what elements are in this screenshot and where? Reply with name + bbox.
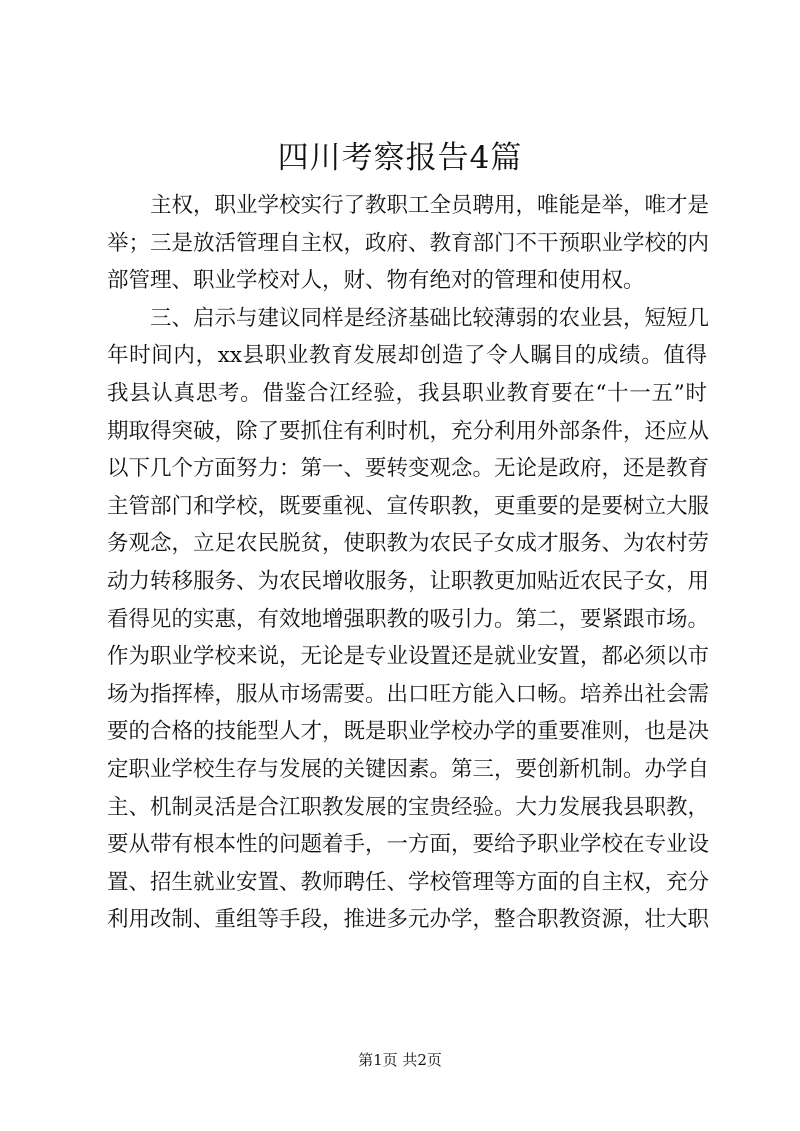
body-line: 看得见的实惠，有效地增强职教的吸引力。第二，要紧跟市场。 xyxy=(107,606,710,632)
body-line: 主权，职业学校实行了教职工全员聘用，唯能是举，唯才是 xyxy=(107,193,710,218)
body-line: 以下几个方面努力：第一、要转变观念。无论是政府，还是教育 xyxy=(107,456,710,482)
body-line: 务观念，立足农民脱贫，使职教为农民子女成才服务、为农村劳 xyxy=(107,531,710,557)
body-line: 定职业学校生存与发展的关键因素。第三，要创新机制。办学自 xyxy=(107,756,710,782)
body-line: 期取得突破，除了要抓住有利时机，充分利用外部条件，还应从 xyxy=(107,418,710,444)
body-line: 主、机制灵活是合江职教发展的宝贵经验。大力发展我县职教， xyxy=(107,794,710,820)
body-line: 主管部门和学校，既要重视、宣传职教，更重要的是要树立大服 xyxy=(107,493,710,519)
page-footer: 第1页 共2页 xyxy=(358,1051,442,1069)
body-line: 场为指挥棒，服从市场需要。出口旺方能入口畅。培养出社会需 xyxy=(107,681,710,707)
body-line: 作为职业学校来说，无论是专业设置还是就业安置，都必须以市 xyxy=(107,644,710,670)
body-line: 利用改制、重组等手段，推进多元办学，整合职教资源，壮大职 xyxy=(107,907,710,933)
document-title: 四川考察报告4篇 xyxy=(277,140,523,176)
body-line: 动力转移服务、为农民增收服务，让职教更加贴近农民子女，用 xyxy=(107,568,710,594)
body-line: 我县认真思考。借鉴合江经验，我县职业教育要在“十一五”时 xyxy=(107,380,707,406)
body-line: 举；三是放活管理自主权，政府、教育部门不干预职业学校的内 xyxy=(107,230,710,256)
document-body xyxy=(107,187,710,939)
body-line: 三、启示与建议同样是经济基础比较薄弱的农业县，短短几 xyxy=(107,305,710,331)
body-line: 部管理、职业学校对人，财、物有绝对的管理和使用权。 xyxy=(107,268,645,294)
body-line: 置、招生就业安置、教师聘任、学校管理等方面的自主权，充分 xyxy=(107,869,710,895)
body-line: 要从带有根本性的问题着手，一方面，要给予职业学校在专业设 xyxy=(107,832,710,858)
body-line: 要的合格的技能型人才，既是职业学校办学的重要准则，也是决 xyxy=(107,719,710,745)
body-line: 年时间内，xx县职业教育发展却创造了令人瞩目的成绩。值得 xyxy=(107,343,707,369)
